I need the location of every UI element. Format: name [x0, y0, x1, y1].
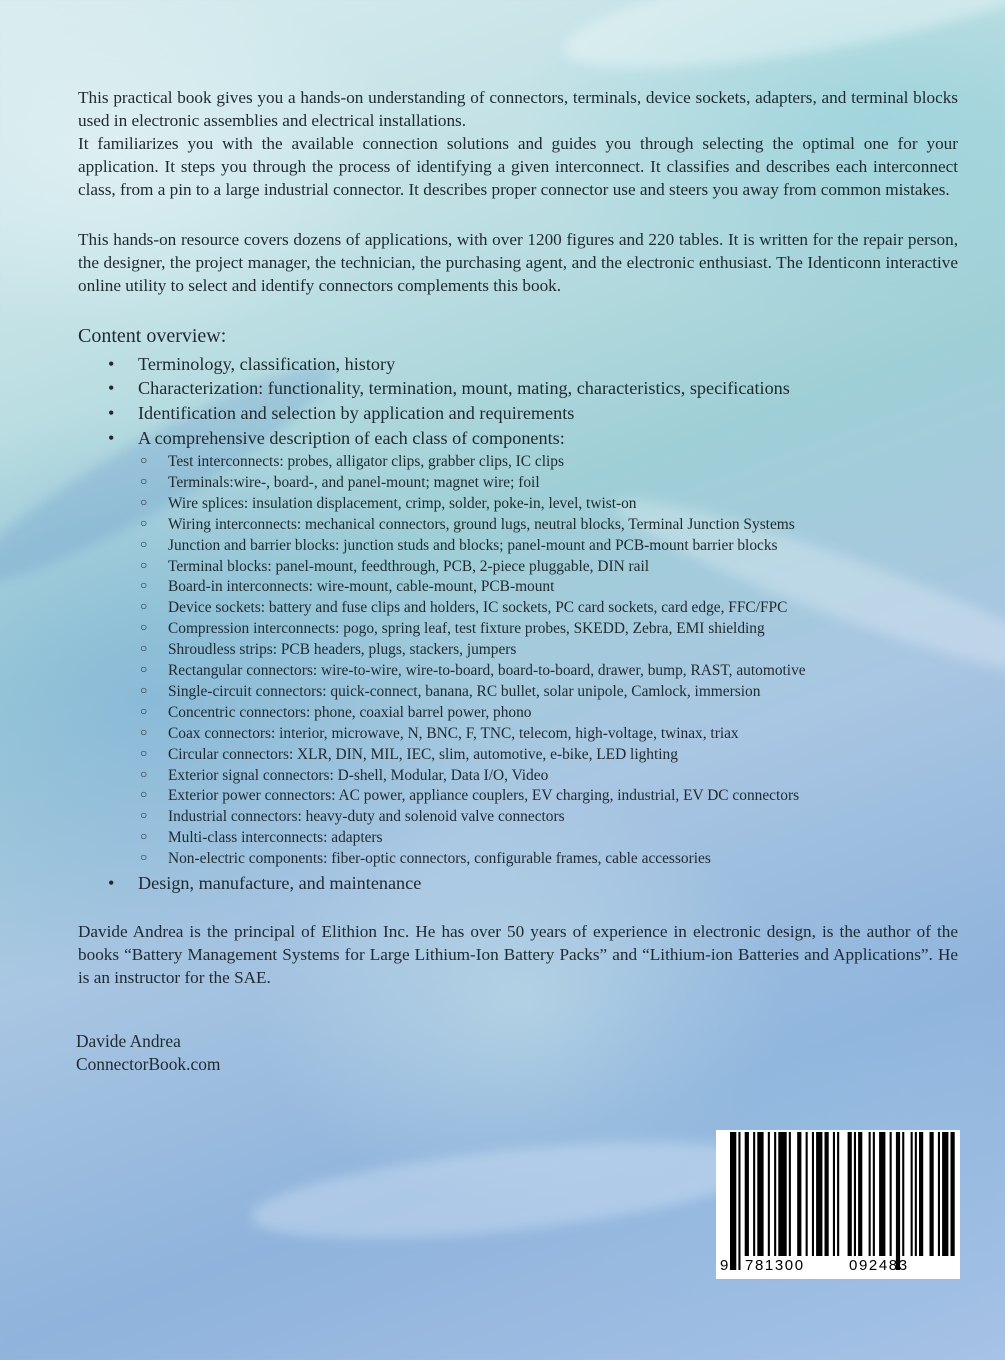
topic-label: Characterization: functionality, termination, mount, mating, characteristics, specifications	[138, 378, 790, 398]
barcode-bar	[911, 1132, 913, 1256]
circle-bullet-icon: ○	[140, 662, 148, 676]
bullet-icon: •	[108, 873, 115, 893]
topic-label: Terminology, classification, history	[138, 354, 396, 374]
bullet-icon: •	[108, 378, 115, 398]
barcode-bar	[890, 1132, 892, 1256]
circle-bullet-icon: ○	[140, 787, 148, 802]
barcode-bar	[797, 1132, 801, 1256]
description-paragraph-2: It familiarizes you with the available connection solutions and guides you through selecting the optimal one for your application. It steps you through the process of identifying a given interconnect. It classifies and describes each interconnect class, from a pin to a large industrial connector. It describes proper connector use and steers you away from common mistakes.	[78, 134, 958, 199]
circle-bullet-icon: ○	[140, 808, 148, 823]
subtopic-label: Single-circuit connectors: quick-connect, banana, RC bullet, solar unipole, Camlock, immersion	[168, 682, 761, 700]
barcode-bar	[768, 1132, 770, 1256]
description-paragraph-3: This hands-on resource covers dozens of applications, with over 1200 figures and 220 tables. It is written for the repair person, the designer, the project manager, the technician, the purchasing agent, and the electronic enthusiast. The Identiconn interactive online utility to select and identify connectors complements this book.	[78, 230, 958, 295]
subtopic-label: Terminals:wire-, board-, and panel-mount; magnet wire; foil	[168, 473, 540, 491]
barcode-bar	[757, 1132, 763, 1256]
barcode-bar	[869, 1132, 871, 1256]
subtopic-label: Compression interconnects: pogo, spring leaf, test fixture probes, SKEDD, Zebra, EMI shielding	[168, 620, 765, 638]
subtopic-label: Exterior power connectors: AC power, appliance couplers, EV charging, industrial, EV DC connectors	[168, 787, 800, 805]
description-paragraph-1: This practical book gives you a hands-on understanding of connectors, terminals, device sockets, adapters, and terminal blocks used in electronic assemblies and electrical installations.	[78, 88, 958, 130]
subtopic-label: Non-electric components: fiber-optic connectors, configurable frames, cable accessories	[168, 850, 711, 868]
barcode-bar	[919, 1132, 923, 1256]
paint-stroke	[556, 0, 1005, 94]
circle-bullet-icon: ○	[140, 494, 148, 509]
barcode-bar	[930, 1132, 934, 1256]
subtopic-label: Exterior signal connectors: D-shell, Modular, Data I/O, Video	[168, 766, 549, 784]
barcode-bar	[896, 1132, 900, 1270]
subtopic-label: Industrial connectors: heavy-duty and solenoid valve connectors	[168, 808, 565, 826]
circle-bullet-icon: ○	[140, 724, 148, 739]
barcode-bar	[902, 1132, 904, 1256]
circle-bullet-icon: ○	[140, 473, 148, 488]
circle-bullet-icon: ○	[140, 745, 148, 760]
barcode-bar	[730, 1132, 736, 1270]
circle-bullet-icon: ○	[140, 557, 148, 572]
subtopic-label: Terminal blocks: panel-mount, feedthrough, PCB, 2-piece pluggable, DIN rail	[168, 557, 650, 575]
subtopic-label: Wire splices: insulation displacement, crimp, solder, poke-in, level, twist-on	[168, 494, 637, 512]
topic-label: A comprehensive description of each class of components:	[138, 428, 565, 448]
barcode-bar	[942, 1132, 948, 1256]
circle-bullet-icon: ○	[140, 850, 148, 865]
subtopic-label: Circular connectors: XLR, DIN, MIL, IEC, slim, automotive, e-bike, LED lighting	[168, 745, 678, 763]
subtopic-label: Concentric connectors: phone, coaxial barrel power, phono	[168, 703, 532, 721]
barcode-first-digit: 9	[720, 1257, 729, 1274]
bullet-icon: •	[108, 403, 115, 423]
subtopic-label: Coax connectors: interior, microwave, N, BNC, F, TNC, telecom, high-voltage, twinax, triax	[168, 724, 739, 742]
bullet-icon: •	[108, 354, 115, 374]
topic-label: Design, manufacture, and maintenance	[138, 873, 422, 893]
circle-bullet-icon: ○	[140, 620, 148, 635]
barcode-bar	[774, 1132, 776, 1256]
barcode-bar	[873, 1132, 875, 1256]
barcode-bar	[812, 1132, 814, 1256]
barcode-bar	[738, 1132, 740, 1270]
author-website: ConnectorBook.com	[76, 1054, 221, 1074]
barcode-bar	[879, 1132, 885, 1256]
subtopic-label: Device sockets: battery and fuse clips and holders, IC sockets, PC card sockets, card edge, FFC/FPC	[168, 599, 788, 617]
barcode-bar	[833, 1132, 835, 1256]
subtopic-label: Board-in interconnects: wire-mount, cable-mount, PCB-mount	[168, 578, 555, 596]
circle-bullet-icon: ○	[140, 453, 148, 467]
circle-bullet-icon: ○	[140, 703, 148, 718]
barcode-bar	[789, 1132, 791, 1256]
isbn-barcode	[716, 1130, 960, 1279]
paint-stroke	[247, 1123, 773, 1257]
barcode-digits-right: 092483	[849, 1257, 909, 1274]
subtopic-label: Rectangular connectors: wire-to-wire, wire-to-board, board-to-board, drawer, bump, RAST, automotive	[168, 662, 806, 679]
barcode-bar	[778, 1132, 786, 1256]
subtopic-label: Test interconnects: probes, alligator clips, grabber clips, IC clips	[168, 453, 564, 470]
circle-bullet-icon: ○	[140, 829, 148, 844]
barcode-bar	[915, 1132, 917, 1256]
barcode-bar	[825, 1132, 829, 1256]
author-name: Davide Andrea	[76, 1031, 181, 1051]
author-bio: Davide Andrea is the principal of Elithion Inc. He has over 50 years of experience in electronic design, is the author of the books “Battery Management Systems for Large Lithium-Ion Battery Packs” and “Lithium-ion Batteries and Applications”. He is an instructor for the SAE.	[78, 922, 958, 987]
barcode-bar	[858, 1132, 862, 1256]
barcode-bar	[753, 1132, 755, 1256]
barcode-bar	[745, 1132, 749, 1256]
circle-bullet-icon: ○	[140, 536, 148, 551]
subtopic-label: Junction and barrier blocks: junction studs and blocks; panel-mount and PCB-mount barrier blocks	[168, 536, 778, 554]
subtopic-label: Multi-class interconnects: adapters	[168, 829, 383, 847]
circle-bullet-icon: ○	[140, 682, 148, 697]
circle-bullet-icon: ○	[140, 578, 148, 593]
barcode-digits-left: 781300	[745, 1257, 805, 1274]
topic-label: Identification and selection by application and requirements	[138, 403, 575, 423]
barcode-bar	[848, 1132, 852, 1256]
content-overview-heading: Content overview:	[78, 325, 227, 347]
barcode-bar	[806, 1132, 808, 1256]
circle-bullet-icon: ○	[140, 766, 148, 781]
circle-bullet-icon: ○	[140, 599, 148, 614]
circle-bullet-icon: ○	[140, 641, 148, 656]
bullet-icon: •	[108, 428, 115, 448]
barcode-bar	[951, 1132, 955, 1256]
barcode-bar	[854, 1132, 856, 1256]
subtopic-label: Shroudless strips: PCB headers, plugs, stackers, jumpers	[168, 641, 517, 659]
barcode-bar	[837, 1132, 839, 1256]
circle-bullet-icon: ○	[140, 515, 148, 530]
subtopic-label: Wiring interconnects: mechanical connectors, ground lugs, neutral blocks, Terminal Junction Systems	[168, 515, 795, 533]
barcode-bar	[816, 1132, 822, 1256]
barcode-bar	[938, 1132, 940, 1256]
